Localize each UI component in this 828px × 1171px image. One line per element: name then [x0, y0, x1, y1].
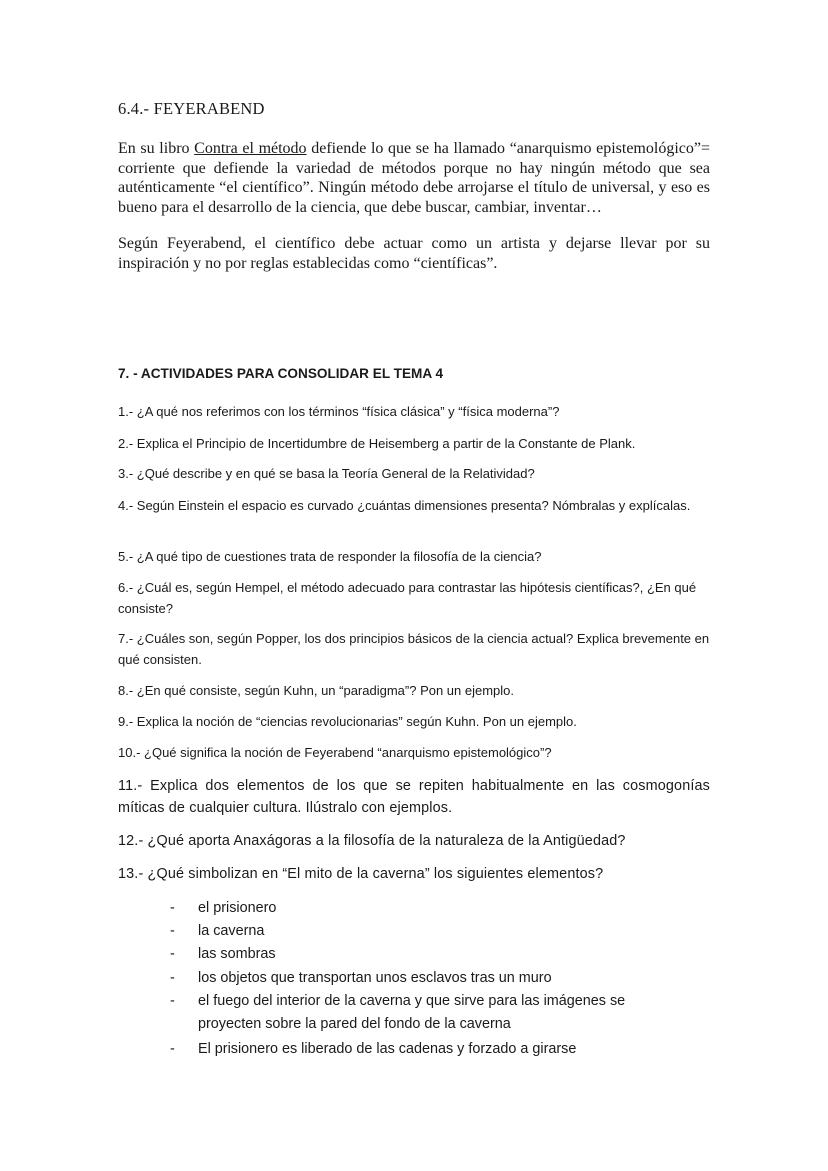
list-item [170, 943, 690, 966]
paragraph-1-intro: En su libro [118, 140, 195, 157]
bullet-dash: - [170, 993, 175, 1009]
list-item [170, 990, 690, 1037]
bullet-dash: - [170, 946, 175, 962]
list-item [170, 897, 690, 920]
question-11: 11.- Explica dos elementos de los que se repiten habitualmente en las cosmogonías míticas de cualquier cultura. Ilústralo con ejemplos. [118, 778, 710, 817]
paragraph-1-body: defiende lo que se ha llamado “anarquismo epistemológico”= corriente que defiende la variedad de métodos porque no hay ningún método que sea auténticamente “el científico”. Ningún método debe arrojarse el título de universal, y eso es bueno para el desarrollo de la ciencia, que debe buscar, cambiar, inventar… [118, 140, 710, 216]
question-3: 3.- ¿Qué describe y en qué se basa la Teoría General de la Relatividad? [118, 466, 535, 481]
list-item [170, 967, 690, 990]
section-heading: 6.4.- FEYERABEND [118, 99, 265, 118]
bullet-dash: - [170, 923, 175, 939]
book-title: Contra el método [194, 140, 307, 157]
question-5: 5.- ¿A qué tipo de cuestiones trata de responder la filosofía de la ciencia? [118, 549, 542, 564]
list-item-text: la caverna [198, 923, 265, 939]
bullet-dash: - [170, 970, 175, 986]
list-item [170, 1038, 690, 1061]
bullet-dash: - [170, 1041, 175, 1057]
question-2: 2.- Explica el Principio de Incertidumbre de Heisemberg a partir de la Constante de Plank. [118, 436, 636, 451]
question-9: 9.- Explica la noción de “ciencias revolucionarias” según Kuhn. Pon un ejemplo. [118, 714, 577, 729]
list-item-text: El prisionero es liberado de las cadenas y forzado a girarse [198, 1041, 577, 1057]
feyerabend-paragraph-2: Según Feyerabend, el científico debe actuar como un artista y dejarse llevar por su inspiración y no por reglas establecidas como “científicas”. [118, 235, 710, 272]
question-10: 10.- ¿Qué significa la noción de Feyerabend “anarquismo epistemológico”? [118, 745, 552, 760]
list-item-text: los objetos que transportan unos esclavos tras un muro [198, 970, 552, 986]
list-item-text: las sombras [198, 946, 276, 962]
list-item-text: el fuego del interior de la caverna y que sirve para las imágenes se proyecten sobre la pared del fondo de la caverna [198, 993, 626, 1033]
question-13: 13.- ¿Qué simbolizan en “El mito de la caverna” los siguientes elementos? [118, 866, 604, 882]
question-12: 12.- ¿Qué aporta Anaxágoras a la filosofía de la naturaleza de la Antigüedad? [118, 833, 626, 849]
question-1: 1.- ¿A qué nos referimos con los términos “física clásica” y “física moderna”? [118, 404, 560, 419]
bullet-dash: - [170, 900, 175, 916]
question-7: 7.- ¿Cuáles son, según Popper, los dos principios básicos de la ciencia actual? Explica brevemente en qué consisten. [118, 631, 710, 667]
question-4: 4.- Según Einstein el espacio es curvado ¿cuántas dimensiones presenta? Nómbralas y explícalas. [118, 498, 691, 513]
question-6: 6.- ¿Cuál es, según Hempel, el método adecuado para contrastar las hipótesis científicas?, ¿En qué consiste? [118, 580, 697, 616]
list-item [170, 920, 690, 943]
list-item-text: el prisionero [198, 900, 277, 916]
activities-title: 7. - ACTIVIDADES PARA CONSOLIDAR EL TEMA 4 [118, 366, 444, 381]
question-8: 8.- ¿En qué consiste, según Kuhn, un “paradigma”? Pon un ejemplo. [118, 683, 515, 698]
feyerabend-paragraph-1 [118, 139, 710, 217]
